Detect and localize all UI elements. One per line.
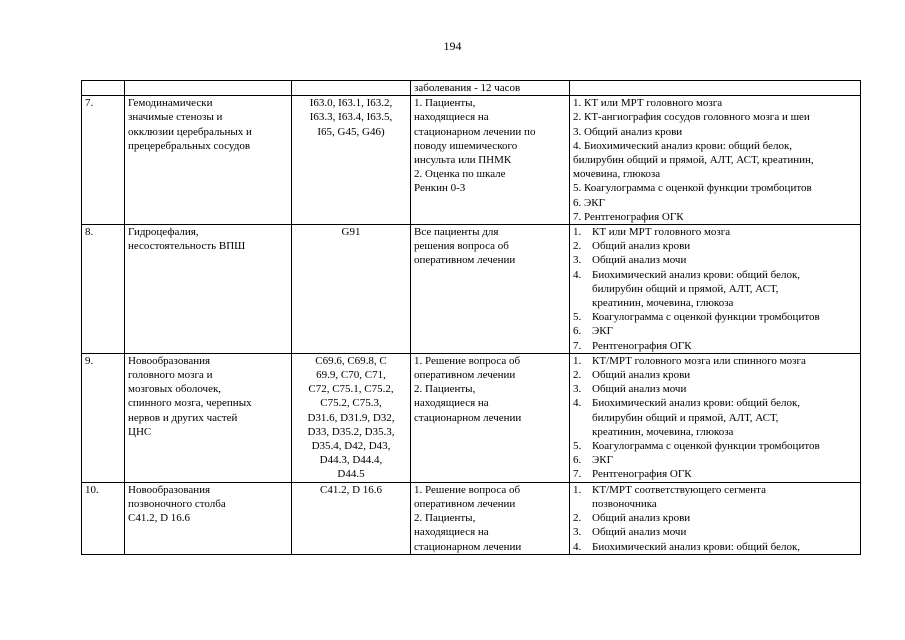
name-line: Гидроцефалия, — [128, 226, 199, 239]
exam-item-text: билирубин общий и прямой, АЛТ, АСТ, — [592, 411, 779, 424]
table-row — [82, 225, 861, 354]
exam-item-number: 4. — [573, 397, 582, 410]
condition-line: решения вопроса об — [414, 240, 509, 253]
exam-item-number: 5. — [573, 440, 582, 453]
cell-codes — [292, 81, 411, 96]
name-line: значимые стенозы и — [128, 111, 223, 124]
condition — [411, 225, 570, 354]
exam-item — [573, 382, 857, 396]
exam-item — [573, 282, 857, 296]
row-number: 9. — [82, 353, 125, 482]
name-line: спинного мозга, черепных — [128, 397, 252, 410]
exam-item — [573, 467, 857, 481]
name-line: ЦНС — [128, 425, 152, 438]
exam-item — [573, 296, 857, 310]
exam-item-number: 3. — [573, 254, 582, 267]
condition — [411, 482, 570, 554]
exam-item — [573, 354, 857, 368]
table-row — [82, 96, 861, 225]
condition-line: поводу ишемического — [414, 139, 518, 152]
code-line: I65, G45, G46) — [317, 125, 385, 138]
exam-item-number: 1. — [573, 226, 582, 239]
condition-line: Ренкин 0-3 — [414, 182, 466, 195]
examination-list — [570, 96, 861, 225]
name-line: Новообразования — [128, 483, 211, 496]
examination-table — [81, 80, 861, 555]
exam-item-number: 1. — [573, 354, 582, 367]
exam-item-number: 4. — [573, 540, 582, 553]
condition-line: 1. Пациенты, — [414, 97, 476, 110]
name-line: головного мозга и — [128, 369, 213, 382]
icd-codes — [292, 482, 411, 554]
exam-item-text: креатинин, мочевина, глюкоза — [592, 297, 734, 310]
diagnosis-name — [125, 482, 292, 554]
condition — [411, 353, 570, 482]
exam-line: 3. Общий анализ крови — [573, 125, 683, 138]
cell-num — [82, 81, 125, 96]
exam-item-text: Рентгенография ОГК — [592, 468, 692, 481]
exam-item-text: Коагулограмма с оценкой функции тромбоцитов — [592, 311, 820, 324]
condition-line: находящиеся на — [414, 111, 489, 124]
exam-item-text: Общий анализ мочи — [592, 383, 687, 396]
code-line: C41.2, D 16.6 — [319, 483, 383, 496]
name-line: окклюзии церебральных и — [128, 125, 252, 138]
page-number: 194 — [443, 39, 462, 53]
code-line: C69.6, C69.8, C — [315, 354, 387, 367]
name-line: мозговых оболочек, — [128, 383, 222, 396]
exam-item-text: Общий анализ мочи — [592, 254, 687, 267]
exam-item — [573, 310, 857, 324]
exam-item-text: ЭКГ — [592, 454, 613, 467]
name-line: несостоятельность ВПШ — [128, 240, 246, 253]
exam-line: 1. КТ или МРТ головного мозга — [573, 97, 723, 110]
exam-item — [573, 268, 857, 282]
diagnosis-name — [125, 225, 292, 354]
exam-item-number: 1. — [573, 483, 582, 496]
cell-exam — [570, 81, 861, 96]
exam-item — [573, 396, 857, 410]
code-line: D44.3, D44.4, — [319, 454, 383, 467]
cell-name — [125, 81, 292, 96]
icd-codes — [292, 353, 411, 482]
exam-item-number: 7. — [573, 339, 582, 352]
table-row — [82, 353, 861, 482]
code-line: I63.3, I63.4, I63.5, — [309, 111, 393, 124]
exam-item-number: 6. — [573, 454, 582, 467]
row-number: 7. — [82, 96, 125, 225]
code-line: G91 — [341, 226, 361, 239]
exam-item — [573, 425, 857, 439]
exam-line: 5. Коагулограмма с оценкой функции тромбоцитов — [573, 182, 812, 195]
condition-line: 1. Решение вопроса об — [414, 354, 521, 367]
condition-line: инсульта или ПНМК — [414, 154, 512, 167]
exam-item-text: Коагулограмма с оценкой функции тромбоцитов — [592, 440, 820, 453]
icd-codes — [292, 96, 411, 225]
exam-line: 7. Рентгенография ОГК — [573, 210, 684, 223]
exam-line: мочевина, глюкоза — [573, 168, 661, 181]
exam-item — [573, 453, 857, 467]
exam-item-text: креатинин, мочевина, глюкоза — [592, 425, 734, 438]
exam-item — [573, 483, 857, 497]
exam-line: 4. Биохимический анализ крови: общий белок, — [573, 139, 793, 152]
exam-item-number: 5. — [573, 311, 582, 324]
exam-item-text: КТ/МРТ соответствующего сегмента — [592, 483, 766, 496]
exam-item-number: 4. — [573, 268, 582, 281]
exam-item-number: 7. — [573, 468, 582, 481]
condition-line: 2. Пациенты, — [414, 512, 476, 525]
row-number: 8. — [82, 225, 125, 354]
code-line: D35.4, D42, D43, — [311, 440, 391, 453]
exam-item-text: Рентгенография ОГК — [592, 339, 692, 352]
exam-item — [573, 368, 857, 382]
name-line: C41.2, D 16.6 — [128, 512, 191, 525]
exam-item — [573, 411, 857, 425]
code-line: D33, D35.2, D35.3, — [307, 425, 395, 438]
exam-item-number: 3. — [573, 383, 582, 396]
condition-line: находящиеся на — [414, 526, 489, 539]
name-line: Новообразования — [128, 354, 211, 367]
exam-item-text: Общий анализ мочи — [592, 526, 687, 539]
exam-item-text: Общий анализ крови — [592, 512, 691, 525]
condition-line: стационарном лечении — [414, 540, 522, 553]
condition-line: Все пациенты для — [414, 226, 499, 239]
code-line: C75.2, C75.3, — [320, 397, 382, 410]
code-line: C72, C75.1, C75.2, — [308, 383, 394, 396]
icd-codes — [292, 225, 411, 354]
condition-line: оперативном лечении — [414, 369, 516, 382]
exam-item — [573, 339, 857, 353]
cell-condition — [411, 81, 570, 96]
exam-item-text: Общий анализ крови — [592, 369, 691, 382]
exam-item-number: 3. — [573, 526, 582, 539]
name-line: Гемодинамически — [128, 97, 213, 110]
exam-item — [573, 225, 857, 239]
exam-item-text: КТ или МРТ головного мозга — [592, 226, 731, 239]
exam-item — [573, 239, 857, 253]
exam-item-text: Общий анализ крови — [592, 240, 691, 253]
condition-line: стационарном лечении по — [414, 125, 536, 138]
exam-item-text: ЭКГ — [592, 325, 613, 338]
exam-item — [573, 511, 857, 525]
examination-list — [570, 225, 861, 354]
exam-item-text: Биохимический анализ крови: общий белок, — [592, 397, 801, 410]
exam-item-number: 2. — [573, 512, 582, 525]
exam-item — [573, 253, 857, 267]
condition-line: стационарном лечении — [414, 411, 522, 424]
condition-line: заболевания - 12 часов — [414, 82, 521, 94]
exam-item-text: КТ/МРТ головного мозга или спинного мозга — [592, 354, 806, 367]
condition-line: 1. Решение вопроса об — [414, 483, 521, 496]
exam-item-text: позвоночника — [592, 497, 657, 510]
exam-item-number: 6. — [573, 325, 582, 338]
condition-line: находящиеся на — [414, 397, 489, 410]
table-row-continuation — [82, 81, 861, 96]
condition-line: 2. Пациенты, — [414, 383, 476, 396]
code-line: I63.0, I63.1, I63.2, — [309, 97, 393, 110]
condition — [411, 96, 570, 225]
code-line: D44.5 — [337, 468, 365, 481]
exam-item — [573, 497, 857, 511]
diagnosis-name — [125, 353, 292, 482]
exam-item — [573, 525, 857, 539]
row-number: 10. — [82, 482, 125, 554]
name-line: позвоночного столба — [128, 497, 226, 510]
exam-line: 6. ЭКГ — [573, 196, 605, 209]
exam-item — [573, 324, 857, 338]
examination-list — [570, 482, 861, 554]
examination-list — [570, 353, 861, 482]
diagnosis-name — [125, 96, 292, 225]
exam-item-text: билирубин общий и прямой, АЛТ, АСТ, — [592, 282, 779, 295]
code-line: D31.6, D31.9, D32, — [307, 411, 395, 424]
exam-item-text: Биохимический анализ крови: общий белок, — [592, 268, 801, 281]
exam-item — [573, 439, 857, 453]
condition-line: 2. Оценка по шкале — [414, 168, 506, 181]
exam-item — [573, 540, 857, 554]
exam-line: билирубин общий и прямой, АЛТ, АСТ, креатинин, — [573, 154, 814, 167]
exam-item-number: 2. — [573, 369, 582, 382]
code-line: 69.9, C70, C71, — [316, 369, 386, 382]
condition-line: оперативном лечении — [414, 254, 516, 267]
condition-line: оперативном лечении — [414, 497, 516, 510]
exam-item-text: Биохимический анализ крови: общий белок, — [592, 540, 801, 553]
name-line: нервов и других частей — [128, 411, 238, 424]
table-row — [82, 482, 861, 554]
exam-line: 2. КТ-ангиография сосудов головного мозга и шеи — [573, 111, 810, 124]
name-line: прецеребральных сосудов — [128, 139, 251, 152]
exam-item-number: 2. — [573, 240, 582, 253]
